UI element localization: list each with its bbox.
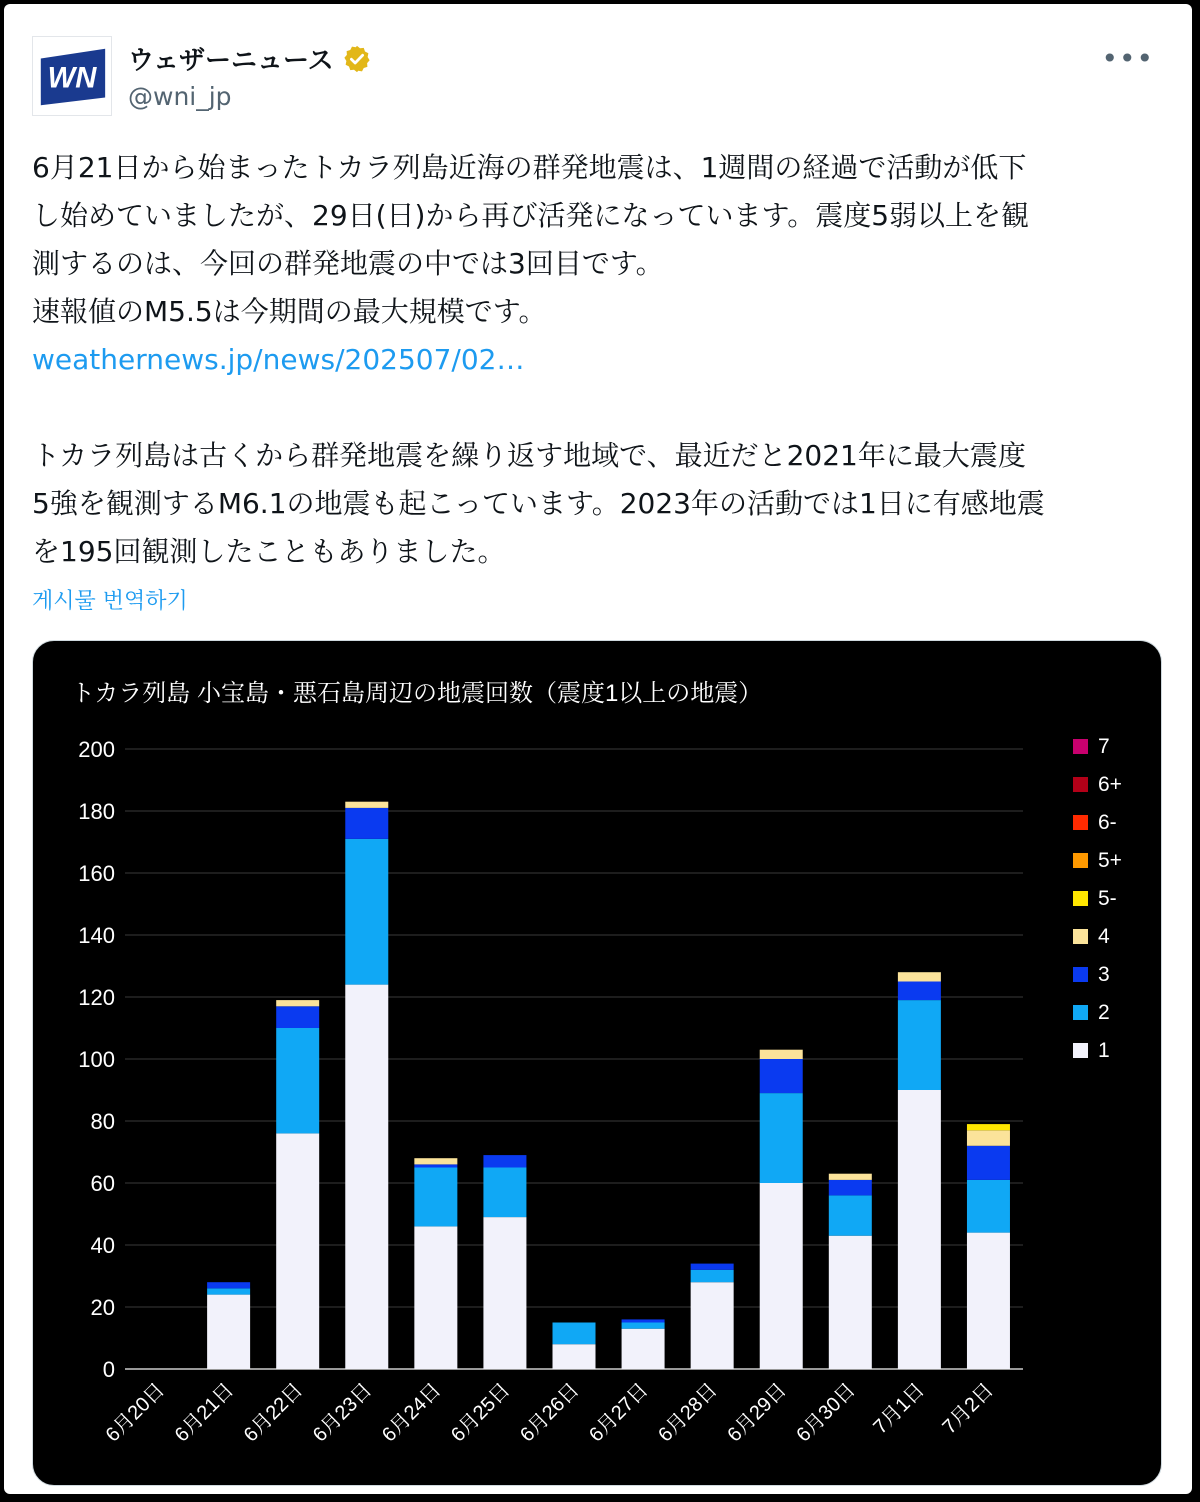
tweet-line: トカラ列島は古くから群発地震を繰り返す地域で、最近だと2021年に最大震度 xyxy=(32,439,1026,472)
bar-segment-4 xyxy=(345,802,388,808)
bar-segment-2 xyxy=(622,1323,665,1329)
article-link[interactable]: weathernews.jp/news/202507/02… xyxy=(32,343,525,376)
legend-label: 6+ xyxy=(1098,773,1122,796)
y-tick-label: 120 xyxy=(78,985,115,1010)
bar-segment-2 xyxy=(483,1168,526,1218)
bar-segment-2 xyxy=(967,1180,1010,1233)
legend-swatch xyxy=(1073,777,1088,792)
bar-segment-3 xyxy=(898,982,941,1001)
more-options-icon[interactable]: ••• xyxy=(1101,42,1154,75)
bar-segment-1 xyxy=(207,1295,250,1369)
x-tick-label: 6月23日 xyxy=(308,1378,377,1447)
legend-label: 5+ xyxy=(1098,849,1122,872)
paragraph-gap xyxy=(32,384,1172,432)
bar-segment-1 xyxy=(622,1329,665,1369)
bar-segment-4 xyxy=(829,1174,872,1180)
bar-segment-1 xyxy=(760,1183,803,1369)
legend-label: 2 xyxy=(1098,1001,1110,1024)
bar-segment-1 xyxy=(345,985,388,1369)
tweet-line: を195回観測したこともありました。 xyxy=(32,535,506,568)
legend-label: 7 xyxy=(1098,735,1110,758)
x-tick-label: 6月30日 xyxy=(792,1378,860,1447)
bar-segment-1 xyxy=(967,1233,1010,1369)
handle[interactable]: @wni_jp xyxy=(128,82,232,111)
bar-segment-3 xyxy=(967,1146,1010,1180)
tweet-text xyxy=(32,144,1172,576)
legend-label: 6- xyxy=(1098,811,1117,834)
tweet-line: 速報値のM5.5は今期間の最大規模です。 xyxy=(32,295,547,328)
y-tick-label: 80 xyxy=(90,1109,115,1134)
bar-segment-4 xyxy=(967,1130,1010,1146)
y-tick-label: 140 xyxy=(78,923,115,948)
bar-segment-2 xyxy=(829,1195,872,1235)
chart-title: トカラ列島 小宝島・悪石島周辺の地震回数（震度1以上の地震） xyxy=(71,680,763,707)
y-tick-label: 20 xyxy=(90,1295,115,1320)
legend-swatch xyxy=(1073,967,1088,982)
display-name[interactable] xyxy=(128,40,372,77)
y-tick-label: 40 xyxy=(90,1233,115,1258)
bar-segment-3 xyxy=(276,1006,319,1028)
tweet-line: 6月21日から始まったトカラ列島近海の群発地震は、1週間の経過で活動が低下 xyxy=(32,151,1027,184)
y-tick-label: 180 xyxy=(78,799,115,824)
chart-image[interactable] xyxy=(32,640,1162,1486)
legend-swatch xyxy=(1073,891,1088,906)
bar-segment-1 xyxy=(276,1133,319,1369)
bar-segment-1 xyxy=(483,1217,526,1369)
translate-post-button[interactable]: 게시물 번역하기 xyxy=(32,589,188,614)
bar-segment-1 xyxy=(553,1344,596,1369)
bar-segment-1 xyxy=(898,1090,941,1369)
legend-swatch xyxy=(1073,815,1088,830)
x-tick-label: 6月24日 xyxy=(377,1378,446,1447)
bar-segment-3 xyxy=(691,1264,734,1270)
y-tick-label: 100 xyxy=(78,1047,115,1072)
x-tick-label: 7月2日 xyxy=(938,1378,998,1439)
legend-swatch xyxy=(1073,739,1088,754)
tweet-line: 測するのは、今回の群発地震の中では3回目です。 xyxy=(32,247,664,280)
x-tick-label: 6月22日 xyxy=(239,1378,308,1447)
bar-segment-3 xyxy=(345,808,388,839)
bar-segment-2 xyxy=(691,1270,734,1282)
x-tick-label: 6月20日 xyxy=(101,1378,170,1447)
bar-segment-3 xyxy=(414,1164,457,1167)
x-tick-label: 6月21日 xyxy=(170,1378,239,1447)
x-tick-label: 6月27日 xyxy=(585,1378,653,1447)
tweet-line: し始めていましたが、29日(日)から再び活発になっています。震度5弱以上を観 xyxy=(32,199,1030,232)
bar-segment-4 xyxy=(276,1000,319,1006)
bar-segment-1 xyxy=(829,1236,872,1369)
bar-segment-1 xyxy=(691,1282,734,1369)
avatar-logo-text: WN xyxy=(47,62,97,95)
bar-segment-4 xyxy=(760,1050,803,1059)
bar-segment-3 xyxy=(829,1180,872,1196)
legend-label: 5- xyxy=(1098,887,1117,910)
bar-segment-2 xyxy=(414,1168,457,1227)
bar-segment-2 xyxy=(898,1000,941,1090)
y-tick-label: 200 xyxy=(78,737,115,762)
bar-segment-4 xyxy=(898,972,941,981)
legend-label: 4 xyxy=(1098,925,1110,948)
earthquake-count-chart xyxy=(33,641,1162,1486)
bar-segment-3 xyxy=(207,1282,250,1288)
y-tick-label: 60 xyxy=(90,1171,115,1196)
bar-segment-3 xyxy=(760,1059,803,1093)
bar-segment-2 xyxy=(345,839,388,985)
verified-badge-icon xyxy=(342,44,372,74)
bar-segment-3 xyxy=(622,1319,665,1322)
x-tick-label: 7月1日 xyxy=(869,1378,929,1439)
legend-swatch xyxy=(1073,853,1088,868)
legend-label: 1 xyxy=(1098,1039,1110,1062)
legend-swatch xyxy=(1073,1005,1088,1020)
bar-segment-1 xyxy=(414,1226,457,1369)
legend-swatch xyxy=(1073,1043,1088,1058)
x-tick-label: 6月29日 xyxy=(723,1378,791,1447)
legend-swatch xyxy=(1073,929,1088,944)
bar-segment-2 xyxy=(553,1323,596,1345)
x-tick-label: 6月25日 xyxy=(447,1378,515,1447)
x-tick-label: 6月28日 xyxy=(654,1378,722,1447)
bar-segment-5- xyxy=(967,1124,1010,1130)
y-tick-label: 160 xyxy=(78,861,115,886)
bar-segment-2 xyxy=(276,1028,319,1133)
bar-segment-2 xyxy=(760,1093,803,1183)
legend-label: 3 xyxy=(1098,963,1110,986)
display-name-text[interactable]: ウェザーニュース xyxy=(128,46,334,76)
bar-segment-4 xyxy=(414,1158,457,1164)
avatar[interactable] xyxy=(32,36,112,116)
bar-segment-3 xyxy=(483,1155,526,1167)
bar-segment-2 xyxy=(207,1288,250,1294)
wni-logo-icon xyxy=(33,37,111,115)
tweet-card xyxy=(4,4,1192,1494)
x-tick-label: 6月26日 xyxy=(516,1378,584,1447)
y-tick-label: 0 xyxy=(102,1357,115,1382)
tweet-line: 5強を観測するM6.1の地震も起こっています。2023年の活動では1日に有感地震 xyxy=(32,487,1045,520)
